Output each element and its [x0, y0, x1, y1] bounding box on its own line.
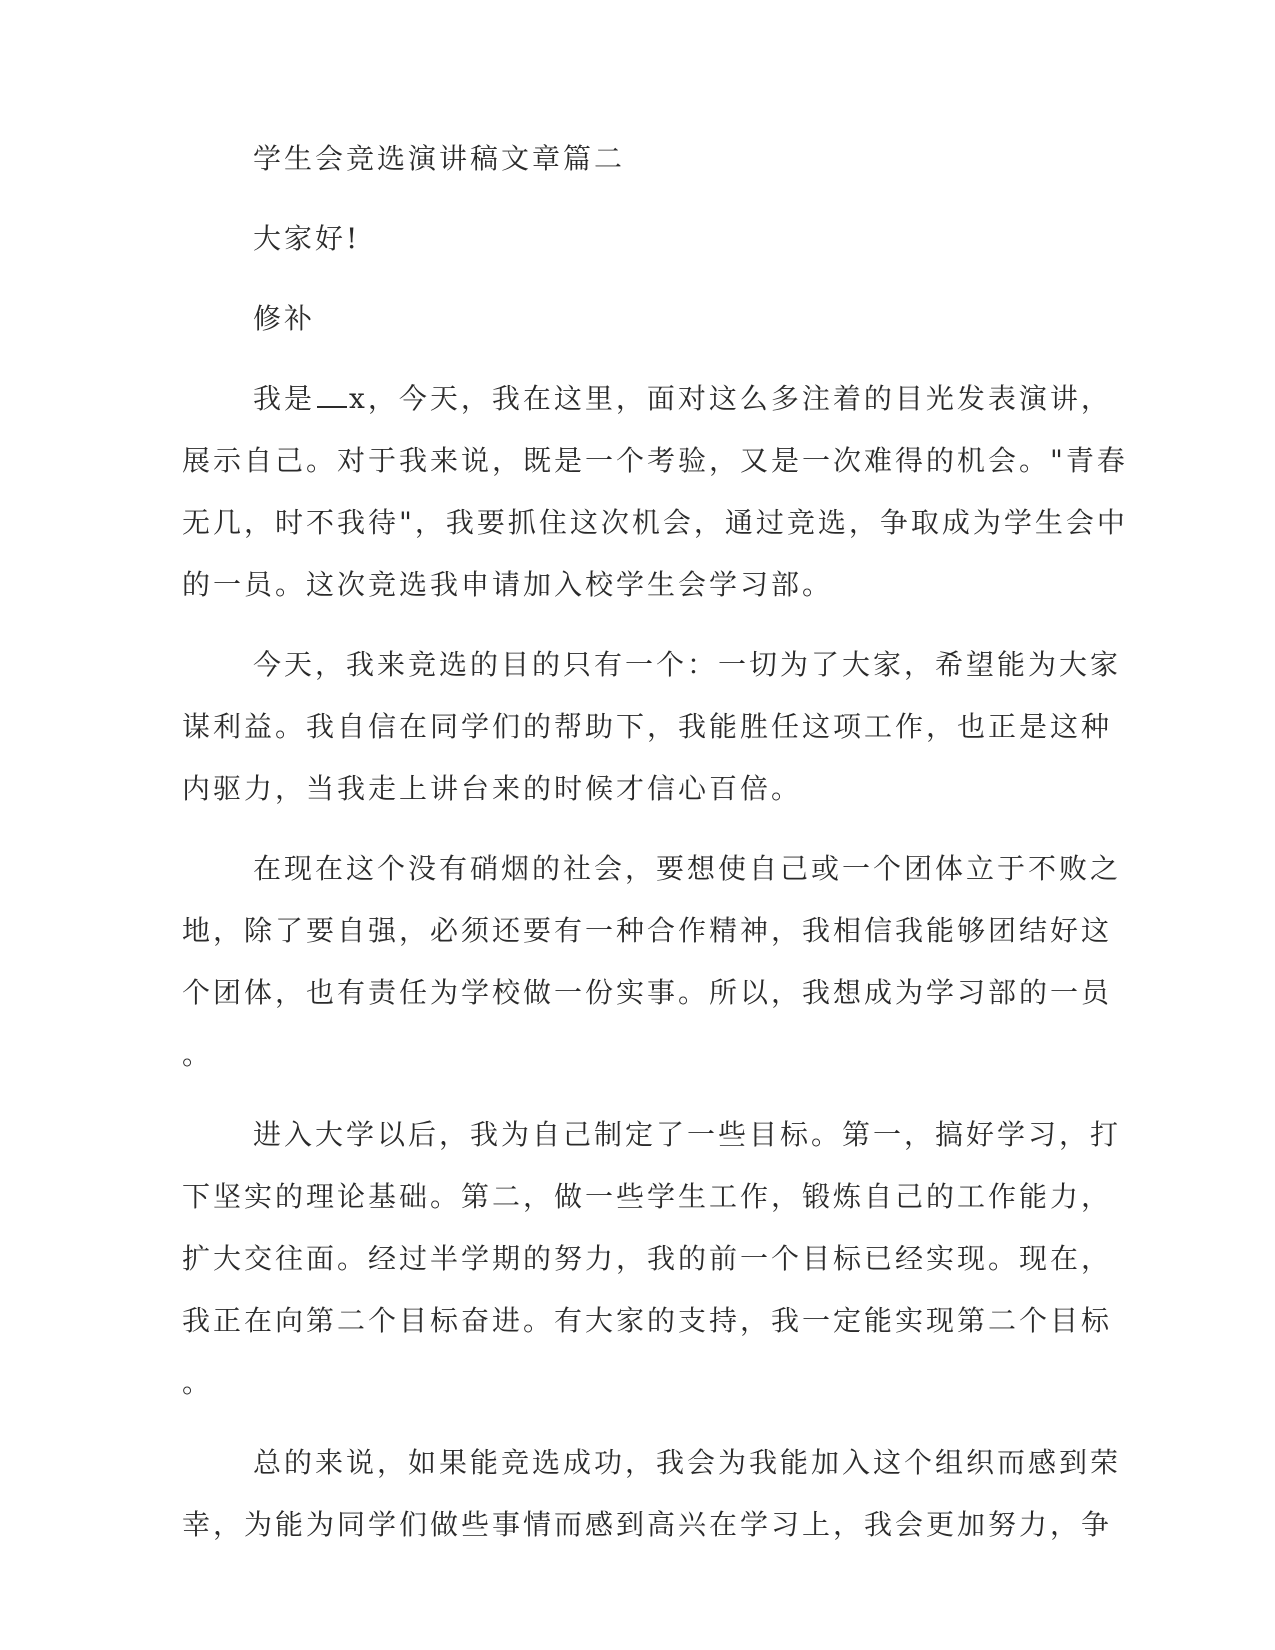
note-text: 修补	[253, 302, 316, 335]
paragraph-4	[182, 1104, 1122, 1414]
paragraph-line: 。	[182, 1038, 214, 1071]
intro-prefix: 我是	[253, 382, 316, 415]
paragraph-line: 无几，时不我待"，我要抓住这次机会，通过竞选，争取成为学生会中	[182, 506, 1128, 539]
paragraph-line: 展示自己。对于我来说，既是一个考验，又是一次难得的机会。"青春	[182, 444, 1128, 477]
paragraph-line: 。	[182, 1366, 214, 1399]
paragraph-line: 在现在这个没有硝烟的社会，要想使自己或一个团体立于不败之	[253, 852, 1122, 885]
paragraph-line: 我正在向第二个目标奋进。有大家的支持，我一定能实现第二个目标	[182, 1304, 1113, 1337]
paragraph-line: 今天，我来竞选的目的只有一个：一切为了大家，希望能为大家	[253, 648, 1122, 681]
paragraph-line: 扩大交往面。经过半学期的努力，我的前一个目标已经实现。现在，	[182, 1242, 1113, 1275]
paragraph-line: 地，除了要自强，必须还要有一种合作精神，我相信我能够团结好这	[182, 914, 1113, 947]
paragraph-line: 内驱力，当我走上讲台来的时候才信心百倍。	[182, 772, 803, 805]
document-title: 学生会竞选演讲稿文章篇二	[253, 142, 626, 175]
name-blank	[317, 382, 347, 408]
paragraph-5	[182, 1432, 1122, 1556]
document-body	[182, 128, 1128, 1556]
paragraph-line: 进入大学以后，我为自己制定了一些目标。第一，搞好学习，打	[253, 1118, 1122, 1151]
paragraph-line: 总的来说，如果能竞选成功，我会为我能加入这个组织而感到荣	[253, 1446, 1122, 1479]
paragraph-line: 幸，为能为同学们做些事情而感到高兴在学习上，我会更加努力，争	[182, 1508, 1113, 1541]
paragraph-line: 谋利益。我自信在同学们的帮助下，我能胜任这项工作，也正是这种	[182, 710, 1113, 743]
paragraph-line: 的一员。这次竞选我申请加入校学生会学习部。	[182, 568, 834, 601]
paragraph-line	[182, 368, 1112, 430]
intro-rest: ，今天，我在这里，面对这么多注着的目光发表演讲，	[367, 382, 1112, 415]
intro-name: x	[349, 382, 368, 415]
paragraph-line: 下坚实的理论基础。第二，做一些学生工作，锻炼自己的工作能力，	[182, 1180, 1113, 1213]
paragraph-line: 个团体，也有责任为学校做一份实事。所以，我想成为学习部的一员	[182, 976, 1113, 1009]
greeting: 大家好!	[253, 222, 361, 255]
paragraph-3	[182, 838, 1122, 1086]
paragraph-1	[182, 368, 1128, 616]
paragraph-2	[182, 634, 1122, 820]
